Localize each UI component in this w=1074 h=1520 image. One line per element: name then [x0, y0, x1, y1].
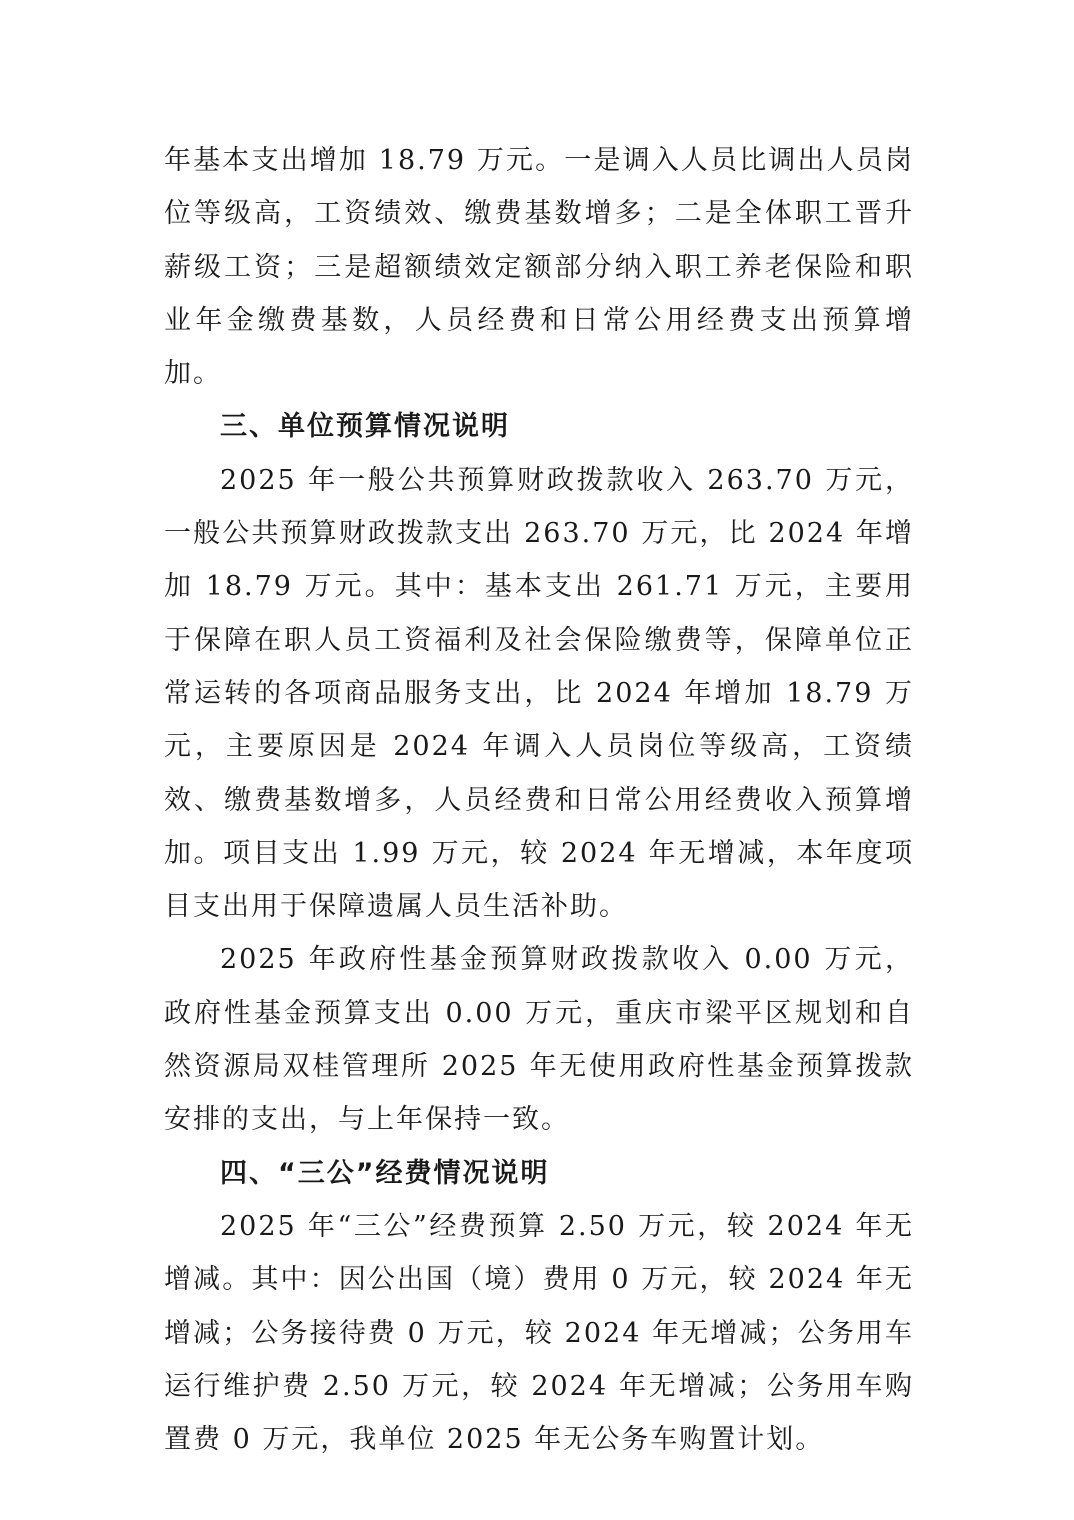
section-heading-three-public: 四、“三公”经费情况说明	[220, 1157, 550, 1189]
paragraph-government-fund: 2025 年政府性基金预算财政拨款收入 0.00 万元，政府性基金预算支出 0.00 万元，重庆市梁平区规划和自然资源局双桂管理所 2025 年无使用政府性基金预算拨款安排的支出，与上年保持一致。	[164, 944, 914, 1136]
paragraph-general-budget: 2025 年一般公共预算财政拨款收入 263.70 万元，一般公共预算财政拨款支出 263.70 万元，比 2024 年增加 18.79 万元。其中：基本支出 261.71 万元，主要用于保障在职人员工资福利及社会保险缴费等，保障单位正常运转的各项商品服务支出，比 2024 年增加 18.79 万元，主要原因是 2024 年调入人员岗位等级高，工资绩效、缴费基数增多，人员经费和日常公用经费收入预算增加。项目支出 1.99 万元，较 2024 年无增减，本年度项目支出用于保障遗属人员生活补助。	[164, 464, 914, 923]
paragraph-three-public-expenses: 2025 年“三公”经费预算 2.50 万元，较 2024 年无增减。其中：因公出国（境）费用 0 万元，较 2024 年无增减；公务接待费 0 万元，较 2024 年无增减；公务用车运行维护费 2.50 万元，较 2024 年无增减；公务用车购置费 0 万元，我单位 2025 年无公务车购置计划。	[164, 1210, 914, 1456]
section-heading-unit-budget: 三、单位预算情况说明	[220, 411, 510, 443]
document-body	[164, 134, 914, 1466]
paragraph-basic-expenditure: 年基本支出增加 18.79 万元。一是调入人员比调出人员岗位等级高，工资绩效、缴费基数增多；二是全体职工晋升薪级工资；三是超额绩效定额部分纳入职工养老保险和职业年金缴费基数，人员经费和日常公用经费支出预算增加。	[164, 145, 914, 390]
